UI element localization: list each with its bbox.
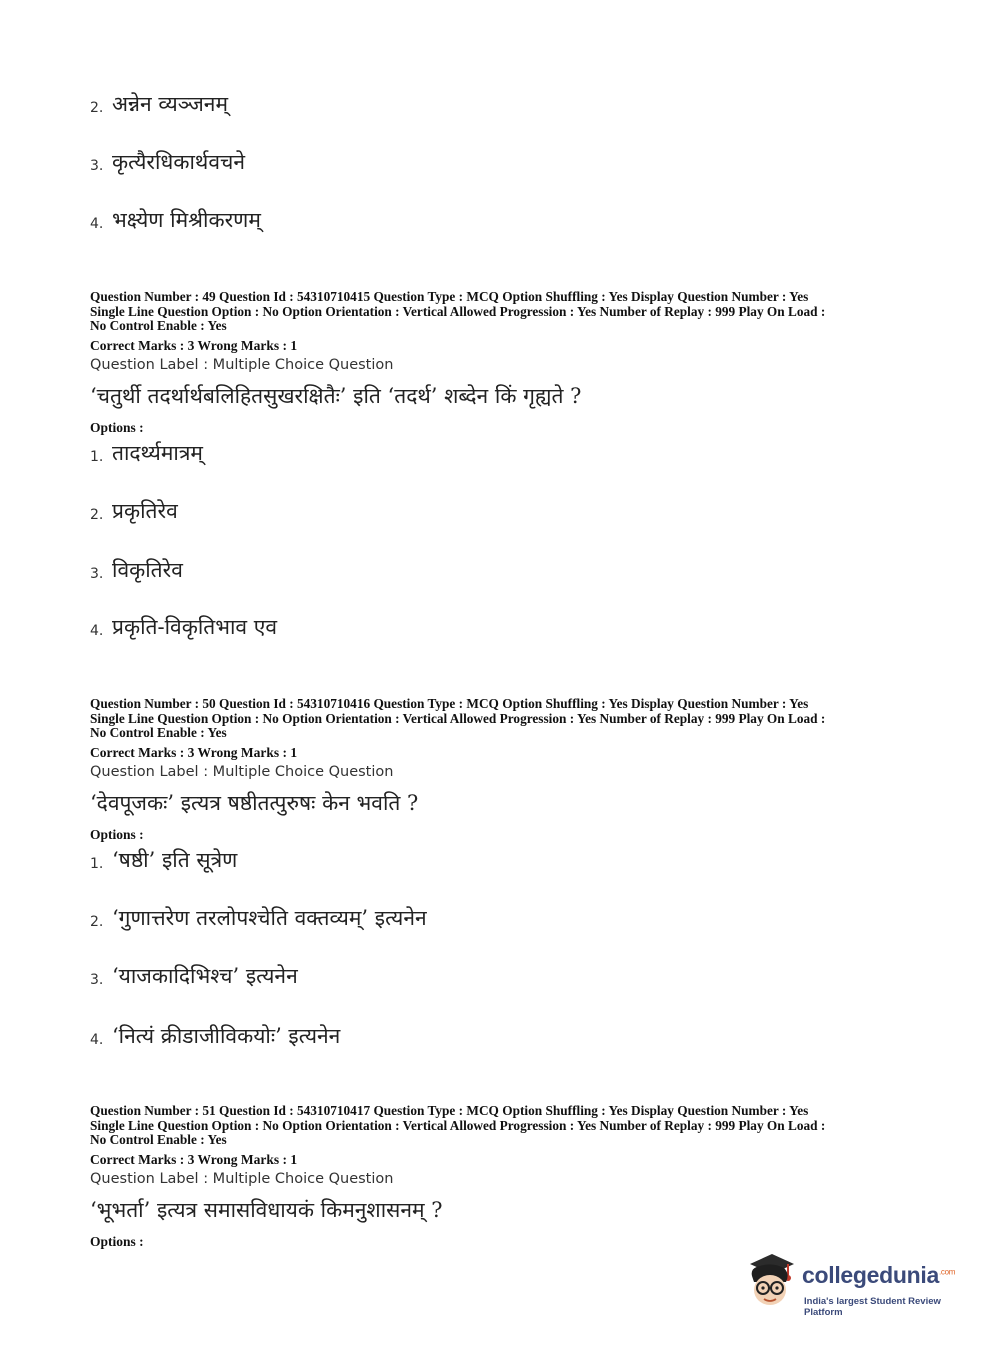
option-number: 3. [90,972,104,989]
meta-line: Question Number : 51 Question Id : 54310710417 Question Type : MCQ Option Shuffling : Yes Display Question Number : Yes [90,1103,809,1118]
option-text: तादर्थ्यमात्रम् [112,441,203,465]
option-number: 3. [90,566,104,583]
logo-wordmark: collegedunia$^{.com}$ [802,1262,956,1288]
meta-line: No Control Enable : Yes [90,725,227,741]
options-heading: Options : [90,420,144,435]
option-item [90,499,178,524]
question-label: Question Label : Multiple Choice Question [90,764,394,780]
option-text: प्रकृति-विकृतिभाव एव [112,615,278,639]
option-number: 3. [90,158,104,175]
option-item [90,150,245,175]
question-text: ‘देवपूजकः’ इत्यत्र षष्ठीतत्पुरुषः केन भवति ? [90,791,419,815]
collegedunia-logo [742,1250,972,1318]
option-number: 2. [90,914,104,931]
logo-tagline: India's largest Student Review Platform [804,1296,941,1318]
option-item [90,1024,340,1049]
question-marks: Correct Marks : 3 Wrong Marks : 1 [90,1152,298,1167]
logo-suffix: .com [938,1267,956,1277]
option-text: भक्ष्येण मिश्रीकरणम् [112,208,261,232]
option-number: 4. [90,1032,104,1049]
meta-line: No Control Enable : Yes [90,318,227,334]
option-text: ‘याजकादिभिश्च’ इत्यनेन [112,964,298,988]
question-text: ‘चतुर्थी तदर्थार्थबलिहितसुखरक्षितैः’ इति ‘तदर्थ’ शब्देन किं गृह्यते ? [90,384,582,408]
meta-line: Single Line Question Option : No Option Orientation : Vertical Allowed Progression : Yes Number of Replay : 999 Play On Load : [90,710,826,726]
question-meta [90,697,920,741]
question-label: Question Label : Multiple Choice Question [90,357,394,373]
options-heading: Options : [90,1234,144,1249]
option-item [90,906,427,931]
option-item [90,441,203,466]
option-number: 2. [90,507,104,524]
option-item [90,558,183,583]
question-meta [90,290,920,334]
mascot-icon [742,1250,798,1310]
option-item [90,92,228,117]
question-label: Question Label : Multiple Choice Question [90,1171,394,1187]
options-heading: Options : [90,827,144,842]
meta-line: No Control Enable : Yes [90,1132,227,1148]
option-item [90,615,277,640]
meta-line: Question Number : 50 Question Id : 54310710416 Question Type : MCQ Option Shuffling : Yes Display Question Number : Yes [90,696,809,711]
option-text: विकृतिरेव [112,558,183,582]
meta-line: Single Line Question Option : No Option Orientation : Vertical Allowed Progression : Yes Number of Replay : 999 Play On Load : [90,303,826,319]
option-item [90,848,237,873]
option-number: 2. [90,100,104,117]
question-marks: Correct Marks : 3 Wrong Marks : 1 [90,745,298,760]
question-text: ‘भूभर्ता’ इत्यत्र समासविधायकं किमनुशासनम् ? [90,1198,443,1222]
option-text: ‘गुणात्तरेण तरलोपश्चेति वक्तव्यम्’ इत्यनेन [112,906,427,930]
meta-line: Single Line Question Option : No Option Orientation : Vertical Allowed Progression : Yes Number of Replay : 999 Play On Load : [90,1117,826,1133]
option-text: अन्नेन व्यञ्जनम् [112,92,229,116]
option-text: कृत्यैरधिकार्थवचने [112,150,245,174]
question-meta [90,1104,920,1148]
option-text: ‘नित्यं क्रीडाजीविकयोः’ इत्यनेन [112,1024,341,1048]
option-text: प्रकृतिरेव [112,499,178,523]
option-text: ‘षष्ठी’ इति सूत्रेण [112,848,238,872]
option-item [90,964,298,989]
option-number: 4. [90,623,104,640]
question-marks: Correct Marks : 3 Wrong Marks : 1 [90,338,298,353]
option-number: 4. [90,216,104,233]
option-item [90,208,261,233]
option-number: 1. [90,856,104,873]
option-number: 1. [90,449,104,466]
meta-line: Question Number : 49 Question Id : 54310710415 Question Type : MCQ Option Shuffling : Yes Display Question Number : Yes [90,289,809,304]
